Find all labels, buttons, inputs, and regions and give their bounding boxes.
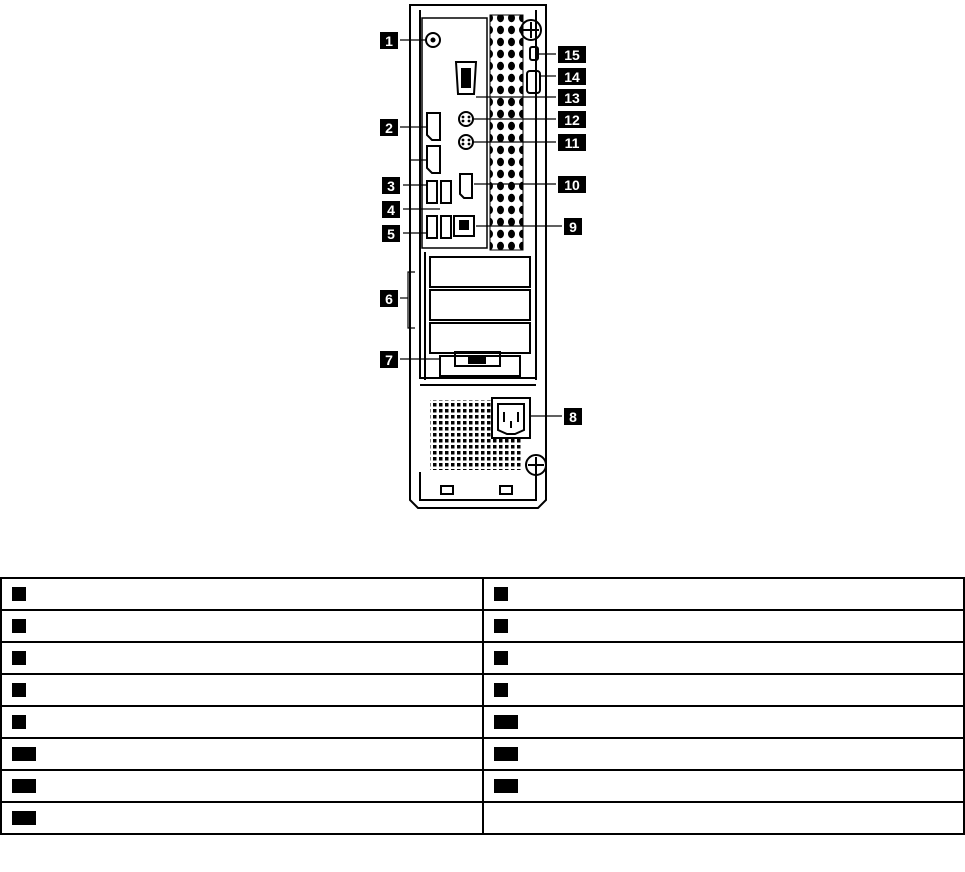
legend-cell [483,674,965,706]
legend-cell [1,738,483,770]
legend-callout-badge: 2 [494,587,508,601]
callout-11 [558,134,586,151]
legend-cell [1,802,483,834]
hdmi-connector [460,174,472,198]
legend-callout-badge: 7 [12,683,26,697]
thumbscrew-bottom [526,455,546,475]
ps2-mouse-connector [459,135,473,149]
svg-text:9: 9 [569,219,577,235]
ethernet-connector [454,216,474,236]
svg-text:5: 5 [387,226,395,242]
serial-connector [456,62,476,94]
legend-callout-badge: 8 [494,683,508,697]
legend-callout-badge: 3 [12,619,26,633]
ps2-keyboard-connector [459,112,473,126]
svg-text:11: 11 [564,135,580,151]
legend-cell [483,802,965,834]
legend-row [1,578,964,610]
legend-callout-badge: 1 [12,587,26,601]
svg-text:8: 8 [569,409,577,425]
legend-callout-badge: 14 [494,779,518,793]
svg-text:2: 2 [385,120,393,136]
svg-text:6: 6 [385,291,393,307]
svg-text:12: 12 [564,112,580,128]
callout-1 [380,32,398,49]
callout-8 [564,408,582,425]
legend-row [1,770,964,802]
legend-row [1,706,964,738]
legend-row [1,674,964,706]
svg-text:15: 15 [564,47,580,63]
displayport-connectors [427,113,440,173]
callout-5 [382,225,400,242]
legend-cell [1,674,483,706]
legend-cell [1,770,483,802]
legend-cell [483,642,965,674]
callout-7 [380,351,398,368]
callout-3 [382,177,400,194]
legend-cell [483,770,965,802]
legend-cell [483,610,965,642]
legend-callout-badge: 12 [494,747,518,761]
legend-callout-badge: 6 [494,651,508,665]
legend-cell [1,578,483,610]
callout-12 [558,111,586,128]
legend-row [1,642,964,674]
legend-callout-badge: 9 [12,715,26,729]
legend-callout-badge: 4 [494,619,508,633]
callout-2 [380,119,398,136]
callout-4 [382,201,400,218]
power-cord-connector [492,398,530,438]
legend-callout-badge: 15 [12,811,36,825]
svg-text:14: 14 [564,69,580,85]
thumbscrew-top [521,20,541,40]
chassis-feet [441,486,512,494]
svg-text:4: 4 [387,202,395,218]
legend-cell [483,578,965,610]
legend-callout-badge: 13 [12,779,36,793]
callout-14 [558,68,586,85]
callout-13 [558,89,586,106]
legend-row [1,610,964,642]
legend-cell [483,738,965,770]
callout-10 [558,176,586,193]
legend-callout-badge: 11 [12,747,36,761]
svg-text:10: 10 [564,177,580,193]
legend-callout-badge: 5 [12,651,26,665]
legend-cell [1,610,483,642]
svg-text:1: 1 [385,33,393,49]
legend-cell [483,706,965,738]
legend-row [1,738,964,770]
callout-15 [558,46,586,63]
callout-6 [380,290,398,307]
legend-cell [1,642,483,674]
callout-9 [564,218,582,235]
legend-row [1,802,964,834]
svg-text:7: 7 [385,352,393,368]
io-panel [422,18,487,248]
cable-lock-slot [440,352,520,376]
svg-text:13: 13 [564,90,580,106]
svg-text:3: 3 [387,178,395,194]
audio-connector [426,33,440,47]
vent-grill [490,15,523,250]
legend-table [0,577,965,835]
padlock-loop [527,71,540,93]
legend-cell [1,706,483,738]
legend-callout-badge: 10 [494,715,518,729]
